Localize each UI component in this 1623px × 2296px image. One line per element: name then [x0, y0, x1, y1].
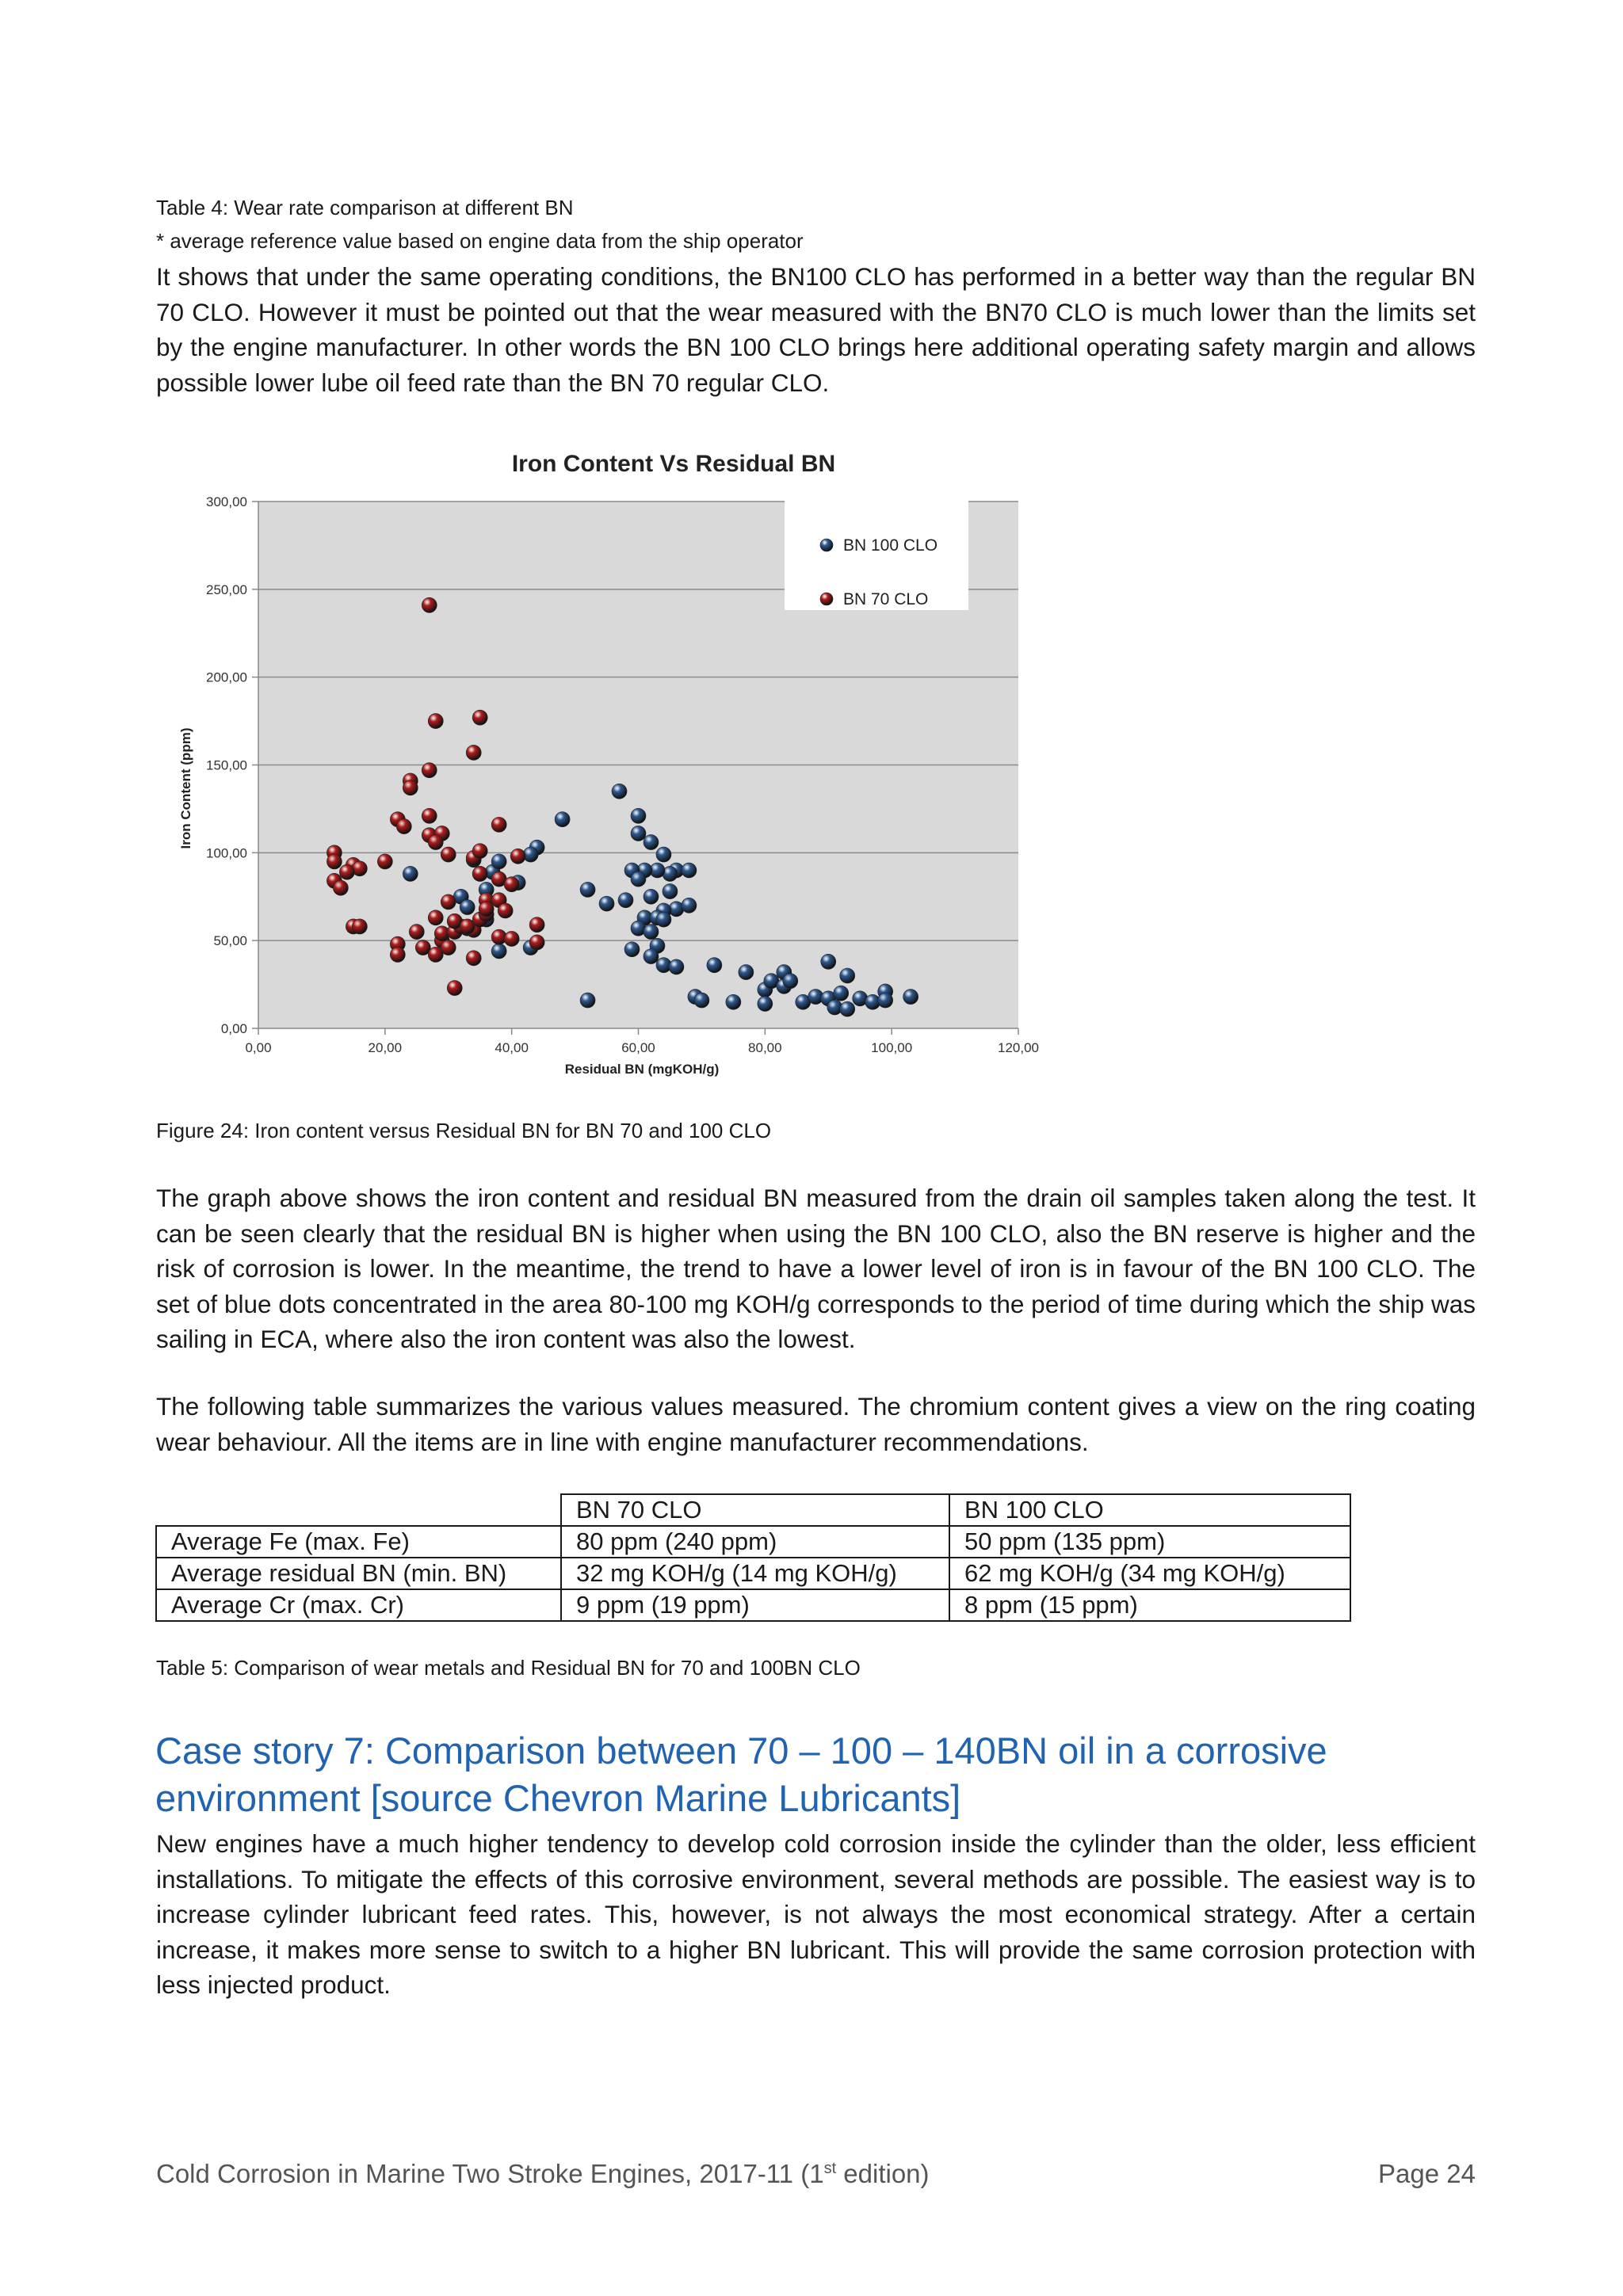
table-cell: 8 ppm (15 ppm)	[949, 1589, 1350, 1621]
data-point	[422, 808, 437, 823]
table-cell: 9 ppm (19 ppm)	[561, 1589, 949, 1621]
table-cell: 62 mg KOH/g (34 mg KOH/g)	[949, 1558, 1350, 1589]
data-point	[694, 993, 709, 1008]
data-point	[580, 993, 595, 1008]
data-point	[682, 898, 697, 913]
paragraph-table-intro	[156, 1389, 1476, 1459]
y-tick-label: 300,00	[206, 494, 247, 509]
paragraph-wear-comparison	[156, 259, 1476, 400]
comparison-table	[155, 1493, 1351, 1622]
table-cell: 32 mg KOH/g (14 mg KOH/g)	[561, 1558, 949, 1589]
paragraph-text: It shows that under the same operating conditions, the BN100 CLO has performed in a better way than the regular BN 70 CLO. However it must be pointed out that the wear measured with the BN70 CLO is much lower than the limits set by the engine manufacturer. In other words the BN 100 CLO brings here additional operating safety margin and allows possible lower lube oil feed rate than the BN 70 regular CLO.	[156, 262, 1476, 397]
data-point	[903, 990, 918, 1005]
case-story-heading: Case story 7: Comparison between 70 – 100 – 140BN oil in a corrosive environment [source Chevron Marine Lubricants]	[155, 1730, 1327, 1819]
data-point	[409, 925, 424, 940]
data-point	[624, 942, 640, 957]
data-point	[441, 894, 456, 910]
chart-y-axis-label: Iron Content (ppm)	[178, 727, 193, 849]
table-cell: Average Cr (max. Cr)	[156, 1589, 561, 1621]
data-point	[656, 847, 671, 862]
y-tick-label: 50,00	[213, 933, 247, 949]
data-point	[396, 819, 411, 834]
y-tick-label: 200,00	[206, 669, 247, 685]
data-point	[707, 958, 722, 973]
footer-title-superscript: st	[823, 2160, 837, 2177]
data-point	[504, 931, 519, 946]
data-point	[618, 893, 633, 908]
y-tick-label: 0,00	[220, 1021, 247, 1036]
data-point	[555, 812, 570, 827]
data-point	[510, 849, 525, 864]
data-point	[352, 919, 367, 934]
data-point	[466, 745, 481, 760]
data-point	[663, 884, 678, 899]
paragraph-text: The following table summarizes the various values measured. The chromium content gives a view on the ring coating wear behaviour. All the items are in line with engine manufacturer recommendations.	[156, 1392, 1476, 1456]
data-point	[422, 597, 437, 612]
data-point	[783, 974, 798, 989]
data-point	[491, 817, 506, 832]
data-point	[472, 866, 487, 881]
legend-marker	[820, 539, 833, 551]
data-point	[466, 951, 481, 966]
data-point	[580, 882, 595, 897]
data-point	[682, 863, 697, 878]
data-point	[643, 949, 659, 964]
figure-caption: Figure 24: Iron content versus Residual BN for BN 70 and 100 CLO	[156, 1119, 772, 1142]
data-point	[643, 889, 659, 904]
data-point	[339, 864, 354, 879]
data-point	[460, 900, 475, 915]
legend-label: BN 70 CLO	[843, 590, 929, 608]
data-point	[643, 835, 659, 850]
legend-marker	[820, 593, 833, 605]
data-point	[631, 808, 646, 823]
data-point	[726, 994, 741, 1009]
x-tick-label: 100,00	[871, 1040, 913, 1055]
data-point	[390, 947, 405, 962]
paragraph-text: The graph above shows the iron content and residual BN measured from the drain oil samples taken along the test. It can be seen clearly that the residual BN is higher when using the BN 100 CLO, also the BN reserve is higher and the risk of corrosion is lower. In the meantime, the trend to have a lower level of iron is in favour of the BN 100 CLO. The set of blue dots concentrated in the area 80-100 mg KOH/g corresponds to the period of time during which the ship was sailing in ECA, where also the iron content was also the lowest.	[156, 1184, 1476, 1353]
data-point	[498, 903, 513, 918]
y-tick-label: 250,00	[206, 582, 247, 597]
data-point	[656, 912, 671, 927]
paragraph-graph-explanation	[156, 1180, 1476, 1357]
x-tick-label: 40,00	[495, 1040, 529, 1055]
x-tick-label: 120,00	[998, 1040, 1039, 1055]
table-header-cell: BN 70 CLO	[561, 1494, 949, 1526]
data-point	[612, 784, 627, 799]
data-point	[529, 935, 544, 950]
data-point	[669, 959, 684, 974]
data-point	[529, 917, 544, 933]
table-header-cell	[156, 1494, 561, 1526]
y-tick-label: 100,00	[206, 845, 247, 861]
data-point	[479, 902, 494, 917]
x-tick-label: 80,00	[748, 1040, 782, 1055]
table-cell: Average Fe (max. Fe)	[156, 1526, 561, 1558]
paragraph-case-story	[156, 1826, 1476, 2003]
legend-label: BN 100 CLO	[843, 536, 938, 555]
footer-page-number: Page 24	[1378, 2159, 1476, 2188]
data-point	[821, 954, 836, 969]
footer-document-title	[156, 2159, 930, 2189]
data-point	[840, 1001, 855, 1016]
table-header-row	[156, 1494, 1350, 1526]
data-point	[643, 925, 659, 940]
table-cell: Average residual BN (min. BN)	[156, 1558, 561, 1589]
table-row	[156, 1526, 1350, 1558]
data-point	[403, 780, 418, 795]
table4-caption: Table 4: Wear rate comparison at different BN	[156, 196, 574, 219]
footer-title-end: edition)	[836, 2159, 930, 2188]
data-point	[441, 940, 456, 955]
table-cell: 80 ppm (240 ppm)	[561, 1526, 949, 1558]
y-tick-label: 150,00	[206, 757, 247, 773]
data-point	[739, 965, 754, 980]
data-point	[631, 871, 646, 887]
data-point	[631, 826, 646, 841]
data-point	[447, 981, 462, 996]
x-tick-label: 0,00	[245, 1040, 272, 1055]
data-point	[878, 993, 893, 1008]
data-point	[491, 944, 506, 959]
x-tick-label: 60,00	[621, 1040, 655, 1055]
x-tick-label: 20,00	[368, 1040, 403, 1055]
data-point	[428, 835, 443, 850]
data-point	[403, 866, 418, 881]
data-point	[422, 763, 437, 778]
chart-x-axis-label: Residual BN (mgKOH/g)	[564, 1062, 720, 1077]
paragraph-text: New engines have a much higher tendency to develop cold corrosion inside the cylinder than the older, less efficient installations. To mitigate the effects of this corrosive environment, several methods are possible. The easiest way is to increase cylinder lubricant feed rates. This, however, is not always the most economical strategy. After a certain increase, it makes more sense to switch to a higher BN lubricant. This will provide the same corrosion protection with less injected product.	[156, 1829, 1476, 1999]
data-point	[504, 877, 519, 892]
data-point	[333, 880, 348, 895]
data-point	[327, 854, 342, 869]
data-point	[441, 847, 456, 862]
data-point	[599, 896, 614, 911]
table-row	[156, 1558, 1350, 1589]
chart-title: Iron Content Vs Residual BN	[511, 451, 836, 477]
footer-title-text: Cold Corrosion in Marine Two Stroke Engines, 2017-11 (1	[156, 2159, 824, 2188]
data-point	[758, 996, 773, 1011]
chart-legend	[785, 499, 968, 610]
data-point	[428, 714, 443, 729]
data-point	[834, 986, 849, 1001]
data-point	[491, 854, 506, 869]
iron-content-scatter-chart	[158, 440, 1054, 1089]
table-cell: 50 ppm (135 ppm)	[949, 1526, 1350, 1558]
table5-caption: Table 5: Comparison of wear metals and Residual BN for 70 and 100BN CLO	[156, 1656, 861, 1680]
table4-note: * average reference value based on engine data from the ship operator	[156, 229, 804, 253]
data-point	[840, 968, 855, 983]
data-point	[428, 910, 443, 925]
table-row	[156, 1589, 1350, 1621]
data-point	[377, 854, 392, 869]
table-header-cell: BN 100 CLO	[949, 1494, 1350, 1526]
data-point	[472, 710, 487, 725]
data-point	[472, 844, 487, 859]
